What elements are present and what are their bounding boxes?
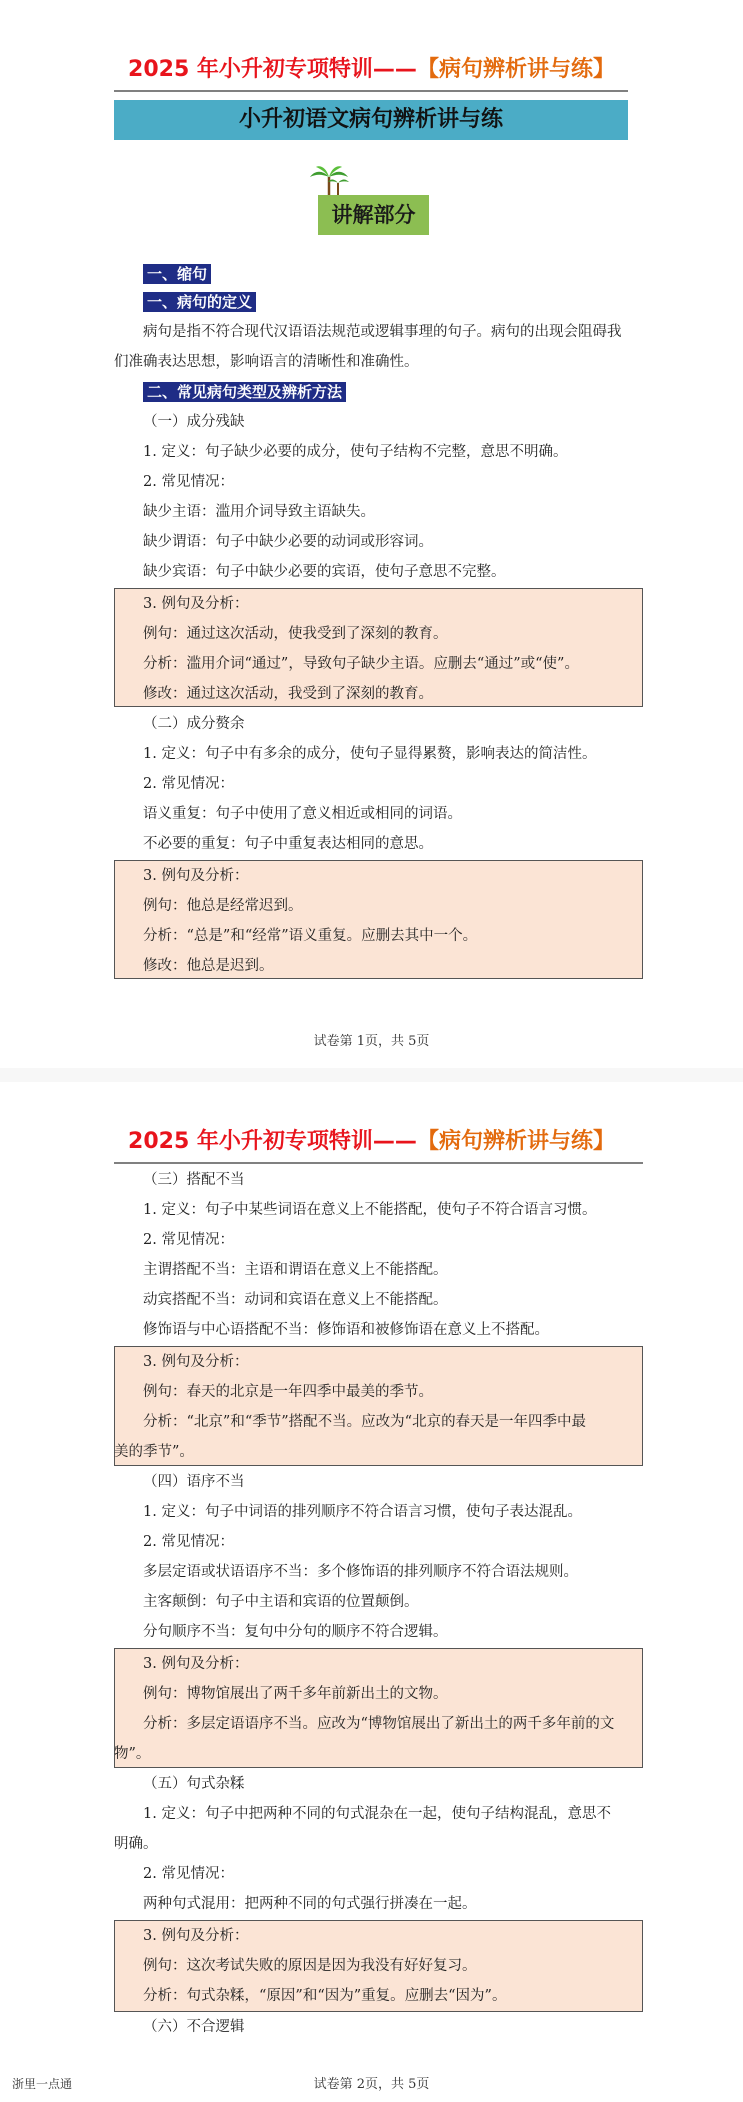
case-item: 缺少主语：滥用介词导致主语缺失。 [143, 504, 375, 520]
section-title: （三）搭配不当 [143, 1172, 245, 1188]
page-footer: 试卷第 2页，共 5页 [313, 2077, 430, 2092]
case-item: 缺少谓语：句子中缺少必要的动词或形容词。 [143, 534, 433, 550]
page-title [0, 1124, 743, 1155]
example-analysis: 分析：“总是”和“经常”语义重复。应删去其中一个。 [143, 928, 478, 944]
lecture-section-label: 讲解部分 [318, 195, 429, 235]
section-definition: 1. 定义：句子中某些词语在意义上不能搭配，使句子不符合语言习惯。 [143, 1202, 597, 1218]
example-title: 3. 例句及分析： [143, 1928, 249, 1944]
definition-line-1: 病句是指不符合现代汉语语法规范或逻辑事理的句子。病句的出现会阻碍我 [143, 324, 622, 340]
header-rule [114, 90, 628, 92]
case-item: 分句顺序不当：复句中分句的顺序不符合逻辑。 [143, 1624, 448, 1640]
heading-types: 二、常见病句类型及辨析方法 [143, 382, 346, 402]
title-main: 2025 年小升初专项特训—— [128, 1129, 417, 1154]
section-title: （四）语序不当 [143, 1474, 245, 1490]
common-cases-label: 2. 常见情况： [143, 1866, 234, 1882]
section-definition: 1. 定义：句子中词语的排列顺序不符合语言习惯，使句子表达混乱。 [143, 1504, 582, 1520]
example-analysis-cont: 物”。 [114, 1746, 151, 1762]
section-title: （五）句式杂糅 [143, 1776, 245, 1792]
example-sentence: 例句：这次考试失败的原因是因为我没有好好复习。 [143, 1958, 477, 1974]
example-analysis: 分析：滥用介词“通过”，导致句子缺少主语。应删去“通过”或“使”。 [143, 656, 579, 672]
section-title: （二）成分赘余 [143, 716, 245, 732]
section-title: （一）成分残缺 [143, 414, 245, 430]
case-item: 缺少宾语：句子中缺少必要的宾语，使句子意思不完整。 [143, 564, 506, 580]
example-fix: 修改：通过这次活动，我受到了深刻的教育。 [143, 686, 433, 702]
header-rule [114, 1162, 643, 1164]
example-sentence: 例句：通过这次活动，使我受到了深刻的教育。 [143, 626, 448, 642]
section-title: （六）不合逻辑 [143, 2019, 245, 2035]
section-definition-cont: 明确。 [114, 1836, 158, 1852]
page-title [0, 52, 743, 83]
page-footer: 试卷第 1页，共 5页 [313, 1034, 430, 1049]
title-bracket: 【病句辨析讲与练】 [416, 1129, 615, 1154]
heading-abbreviation: 一、缩句 [143, 264, 211, 284]
case-item: 不必要的重复：句子中重复表达相同的意思。 [143, 836, 433, 852]
example-analysis-cont: 美的季节”。 [114, 1444, 194, 1460]
case-item: 动宾搭配不当：动词和宾语在意义上不能搭配。 [143, 1292, 448, 1308]
example-title: 3. 例句及分析： [143, 1656, 249, 1672]
case-item: 修饰语与中心语搭配不当：修饰语和被修饰语在意义上不搭配。 [143, 1322, 549, 1338]
title-bracket: 【病句辨析讲与练】 [416, 57, 615, 82]
common-cases-label: 2. 常见情况： [143, 1534, 234, 1550]
heading-definition: 一、病句的定义 [143, 292, 256, 312]
case-item: 多层定语或状语语序不当：多个修饰语的排列顺序不符合语法规则。 [143, 1564, 578, 1580]
common-cases-label: 2. 常见情况： [143, 474, 234, 490]
palm-tree-icon [308, 165, 350, 197]
example-analysis: 分析：多层定语语序不当。应改为“博物馆展出了新出土的两千多年前的文 [143, 1716, 615, 1732]
definition-line-2: 们准确表达思想，影响语言的清晰性和准确性。 [114, 354, 419, 370]
section-definition: 1. 定义：句子中有多余的成分，使句子显得累赘，影响表达的简洁性。 [143, 746, 597, 762]
case-item: 主谓搭配不当：主语和谓语在意义上不能搭配。 [143, 1262, 448, 1278]
example-title: 3. 例句及分析： [143, 596, 249, 612]
common-cases-label: 2. 常见情况： [143, 776, 234, 792]
title-main: 2025 年小升初专项特训—— [128, 57, 417, 82]
section-definition: 1. 定义：句子中把两种不同的句式混杂在一起，使句子结构混乱，意思不 [143, 1806, 611, 1822]
case-item: 主客颠倒：句子中主语和宾语的位置颠倒。 [143, 1594, 419, 1610]
page-divider [0, 1068, 743, 1082]
document-banner: 小升初语文病句辨析讲与练 [114, 100, 628, 140]
example-analysis: 分析：句式杂糅，“原因”和“因为”重复。应删去“因为”。 [143, 1988, 507, 2004]
example-title: 3. 例句及分析： [143, 868, 249, 884]
example-sentence: 例句：春天的北京是一年四季中最美的季节。 [143, 1384, 433, 1400]
example-title: 3. 例句及分析： [143, 1354, 249, 1370]
example-sentence: 例句：博物馆展出了两千多年前新出土的文物。 [143, 1686, 448, 1702]
watermark: 浙里一点通 [12, 2077, 73, 2091]
example-analysis: 分析：“北京”和“季节”搭配不当。应改为“北京的春天是一年四季中最 [143, 1414, 587, 1430]
section-definition: 1. 定义：句子缺少必要的成分，使句子结构不完整，意思不明确。 [143, 444, 568, 460]
example-sentence: 例句：他总是经常迟到。 [143, 898, 303, 914]
case-item: 语义重复：句子中使用了意义相近或相同的词语。 [143, 806, 462, 822]
case-item: 两种句式混用：把两种不同的句式强行拼凑在一起。 [143, 1896, 477, 1912]
common-cases-label: 2. 常见情况： [143, 1232, 234, 1248]
example-fix: 修改：他总是迟到。 [143, 958, 274, 974]
